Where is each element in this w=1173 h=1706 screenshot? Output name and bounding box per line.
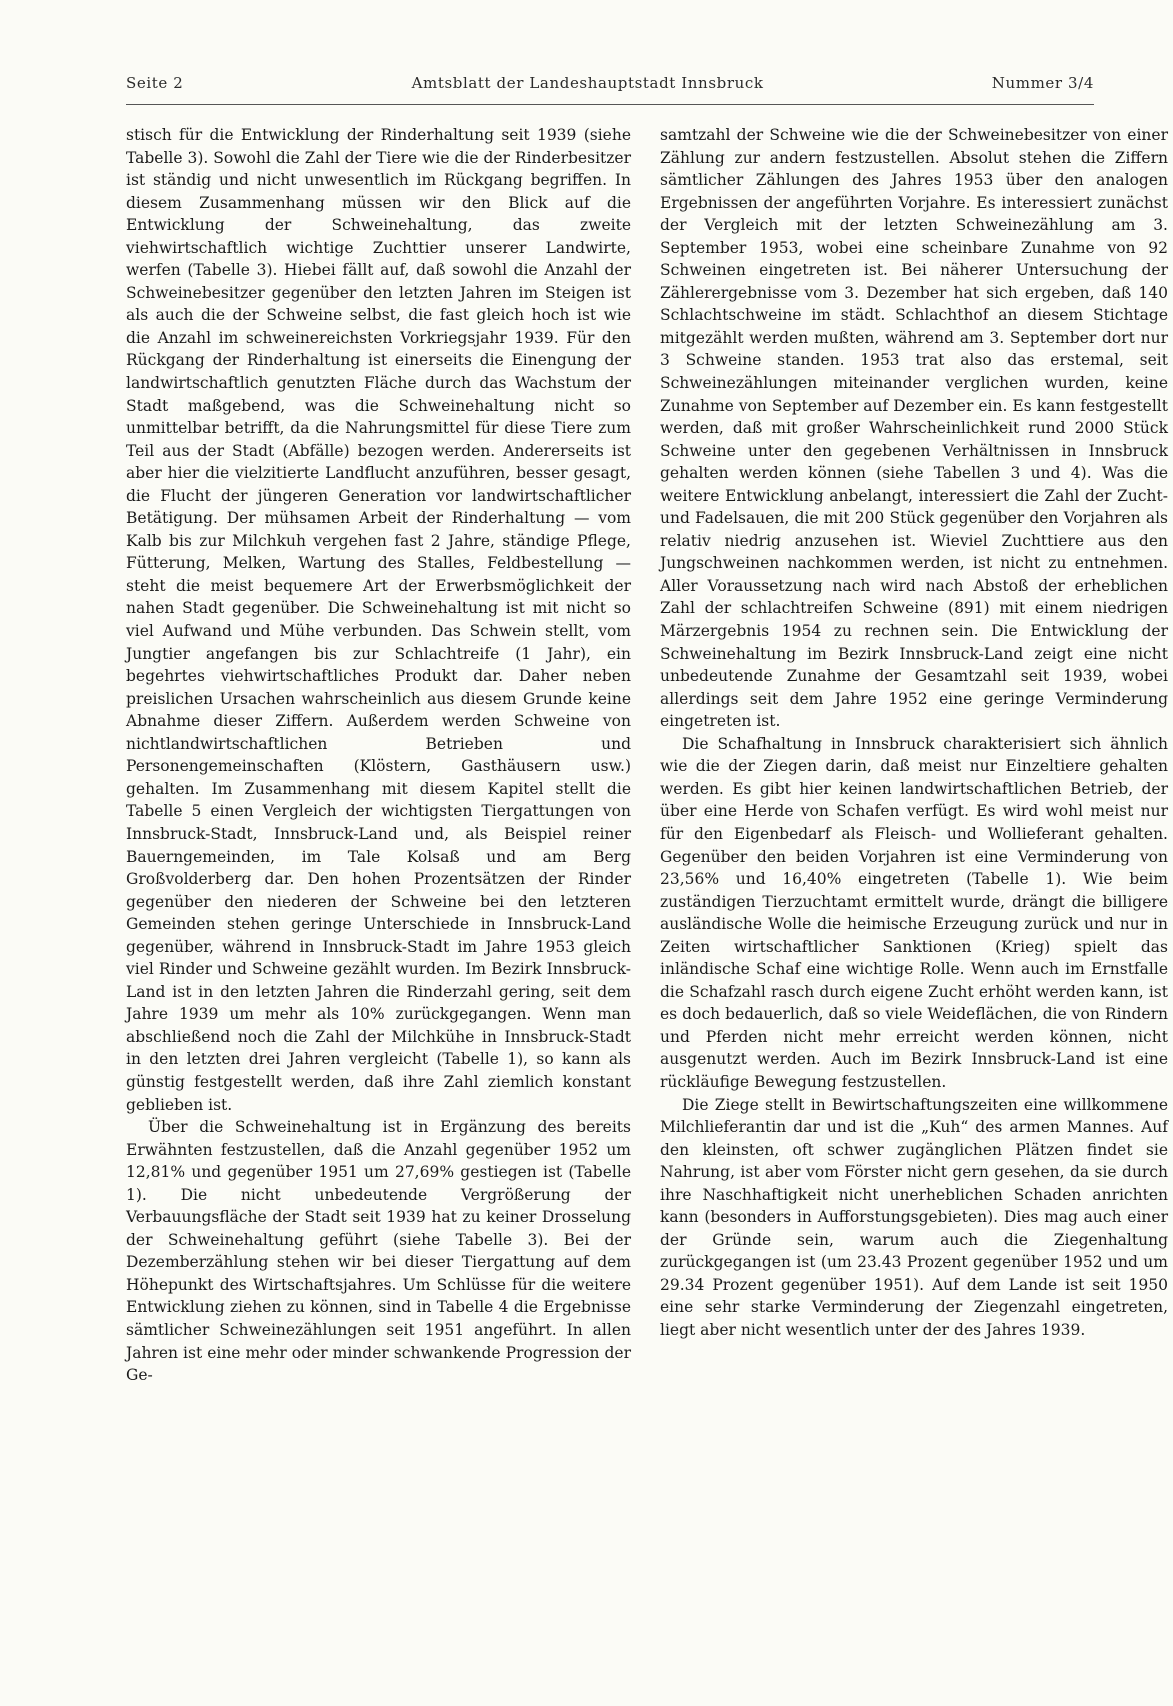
right-paragraph-2: Die Schafhaltung in Innsbruck charakterisiert sich ähnlich wie die der Ziegen darin, daß meist nur Einzeltiere gehalten werden. Es gibt hier keinen landwirtschaftlichen Betrieb, der über eine Herde von Schafen verfügt. Es wird wohl meist nur für den Eigenbedarf als Fleisch- und Wollieferant gehalten. Gegenüber den beiden Vorjahren ist eine Verminderung von 23,56% und 16,40% eingetreten (Tabelle 1). Wie beim zuständigen Tierzuchtamt ermittelt wurde, drängt die billigere ausländische Wolle die heimische Erzeugung zurück und nur in Zeiten wirtschaftlicher Sanktionen (Krieg) spielt das inländische Schaf eine wichtige Rolle. Wenn auch im Ernstfalle die Schafzahl rasch durch eigene Zucht erhöht werden kann, ist es doch bedauerlich, daß so viele Weideflächen, die von Rindern und Pferden nicht mehr erreicht werden können, nicht ausgenutzt werden. Auch im Bezirk Innsbruck-Land ist eine rückläufige Bewegung festzustellen.: [660, 734, 1168, 1091]
page-number: Seite 2: [126, 74, 184, 92]
left-column: [126, 124, 631, 1387]
right-column: [660, 124, 1168, 1342]
right-paragraph-3: Die Ziege stellt in Bewirtschaftungszeiten eine willkommene Milchlieferantin dar und ist die „Kuh“ des armen Mannes. Auf den kleinsten, oft schwer zugänglichen Plätzen findet sie Nahrung, ist aber vom Förster nicht gern gesehen, da sie durch ihre Naschhaftigkeit nicht unerheblichen Schaden anrichten kann (besonders in Aufforstungsgebieten). Dies mag auch einer der Gründe sein, warum auch die Ziegenhaltung zurückgegangen ist (um 23.43 Prozent gegenüber 1952 und um 29.34 Prozent gegenüber 1951). Auf dem Lande ist seit 1950 eine sehr starke Verminderung der Ziegenzahl eingetreten, liegt aber nicht wesentlich unter der des Jahres 1939.: [660, 1095, 1168, 1339]
left-paragraph-1: stisch für die Entwicklung der Rinderhaltung seit 1939 (siehe Tabelle 3). Sowohl die Zahl der Tiere wie die der Rinderbesitzer ist ständig und nicht unwesentlich im Rückgang begriffen. In diesem Zusammenhang müssen wir den Blick auf die Entwicklung der Schweinehaltung, das zweite viehwirtschaftlich wichtige Zuchttier unserer Landwirte, werfen (Tabelle 3). Hiebei fällt auf, daß sowohl die Anzahl der Schweinebesitzer gegenüber den letzten Jahren im Steigen ist als auch die der Schweine selbst, die fast gleich hoch ist wie die Anzahl im schweinereichsten Vorkriegsjahr 1939. Für den Rückgang der Rinderhaltung ist einerseits die Einengung der landwirtschaftlich genutzten Fläche durch das Wachstum der Stadt maßgebend, was die Schweinehaltung nicht so unmittelbar betrifft, da die Nahrungsmittel für diese Tiere zum Teil aus der Stadt (Abfälle) bezogen werden. Andererseits ist aber hier die vielzitierte Landflucht anzuführen, besser gesagt, die Flucht der jüngeren Generation vor landwirtschaftlicher Betätigung. Der mühsamen Arbeit der Rinderhaltung — vom Kalb bis zur Milchkuh vergehen fast 2 Jahre, ständige Pflege, Fütterung, Melken, Wartung des Stalles, Feldbestellung — steht die meist bequemere Art der Erwerbsmöglichkeit der nahen Stadt gegenüber. Die Schweinehaltung ist mit nicht so viel Aufwand und Mühe verbunden. Das Schwein stellt, vom Jungtier angefangen bis zur Schlachtreife (1 Jahr), ein begehrtes viehwirtschaftliches Produkt dar. Daher neben preislichen Ursachen wahrscheinlich aus diesem Grunde keine Abnahme dieser Ziffern. Außerdem werden Schweine von nichtlandwirtschaftlichen Betrieben und Personengemeinschaften (Klöstern, Gasthäusern usw.) gehalten. Im Zusammenhang mit diesem Kapitel stellt die Tabelle 5 einen Vergleich der wichtigsten Tiergattungen von Innsbruck-Stadt, Innsbruck-Land und, als Beispiel reiner Bauerngemeinden, im Tale Kolsaß und am Berg Großvolderberg dar. Den hohen Prozentsätzen der Rinder gegenüber den niederen der Schweine bei den letzteren Gemeinden stehen geringe Unterschiede in Innsbruck-Land gegenüber, während in Innsbruck-Stadt im Jahre 1953 gleich viel Rinder und Schweine gezählt wurden. Im Bezirk Innsbruck-Land ist in den letzten Jahren die Rinderzahl gering, seit dem Jahre 1939 um mehr als 10% zurückgegangen. Wenn man abschließend noch die Zahl der Milchkühe in Innsbruck-Stadt in den letzten drei Jahren vergleicht (Tabelle 1), so kann als günstig festgestellt werden, daß ihre Zahl ziemlich konstant geblieben ist.: [126, 126, 631, 1114]
publication-title: Amtsblatt der Landeshauptstadt Innsbruck: [411, 74, 764, 92]
left-paragraph-2: Über die Schweinehaltung ist in Ergänzung des bereits Erwähnten festzustellen, daß die Anzahl gegenüber 1952 um 12,81% und gegenüber 1951 um 27,69% gestiegen ist (Tabelle 1). Die nicht unbedeutende Vergrößerung der Verbauungsfläche der Stadt seit 1939 hat zu keiner Drosselung der Schweinehaltung geführt (siehe Tabelle 3). Bei der Dezemberzählung stehen wir bei dieser Tiergattung auf dem Höhepunkt des Wirtschaftsjahres. Um Schlüsse für die weitere Entwicklung ziehen zu können, sind in Tabelle 4 die Ergebnisse sämtlicher Schweinezählungen seit 1951 angeführt. In allen Jahren ist eine mehr oder minder schwankende Progression der Ge-: [126, 1118, 631, 1385]
right-paragraph-1: samtzahl der Schweine wie die der Schweinebesitzer von einer Zählung zur andern festzustellen. Absolut stehen die Ziffern sämtlicher Zählungen des Jahres 1953 über den analogen Ergebnissen der angeführten Vorjahre. Es interessiert zunächst der Vergleich mit der letzten Schweinezählung am 3. September 1953, wobei eine scheinbare Zunahme von 92 Schweinen eingetreten ist. Bei näherer Untersuchung der Zählerergebnisse vom 3. Dezember hat sich ergeben, daß 140 Schlachtschweine im städt. Schlachthof an diesem Stichtage mitgezählt werden mußten, während am 3. September dort nur 3 Schweine standen. 1953 trat also das erstemal, seit Schweinezählungen miteinander verglichen wurden, keine Zunahme von September auf Dezember ein. Es kann festgestellt werden, daß mit großer Wahrscheinlichkeit rund 2000 Stück Schweine unter den gegebenen Verhältnissen in Innsbruck gehalten werden können (siehe Tabellen 3 und 4). Was die weitere Entwicklung anbelangt, interessiert die Zahl der Zucht- und Fadelsauen, die mit 200 Stück gegenüber den Vorjahren als relativ niedrig anzusehen ist. Wieviel Zuchttiere aus den Jungschweinen nachkommen werden, ist nicht zu entnehmen. Aller Voraussetzung nach wird nach Abstoß der erheblichen Zahl der schlachtreifen Schweine (891) mit einem niedrigen Märzergebnis 1954 zu rechnen sein. Die Entwicklung der Schweinehaltung im Bezirk Innsbruck-Land zeigt eine nicht unbedeutende Zunahme der Gesamtzahl seit 1939, wobei allerdings seit dem Jahre 1952 eine geringe Verminderung eingetreten ist.: [660, 126, 1168, 731]
page-header: [126, 74, 1094, 92]
issue-number: Nummer 3/4: [991, 74, 1094, 92]
header-rule: [126, 104, 1094, 105]
